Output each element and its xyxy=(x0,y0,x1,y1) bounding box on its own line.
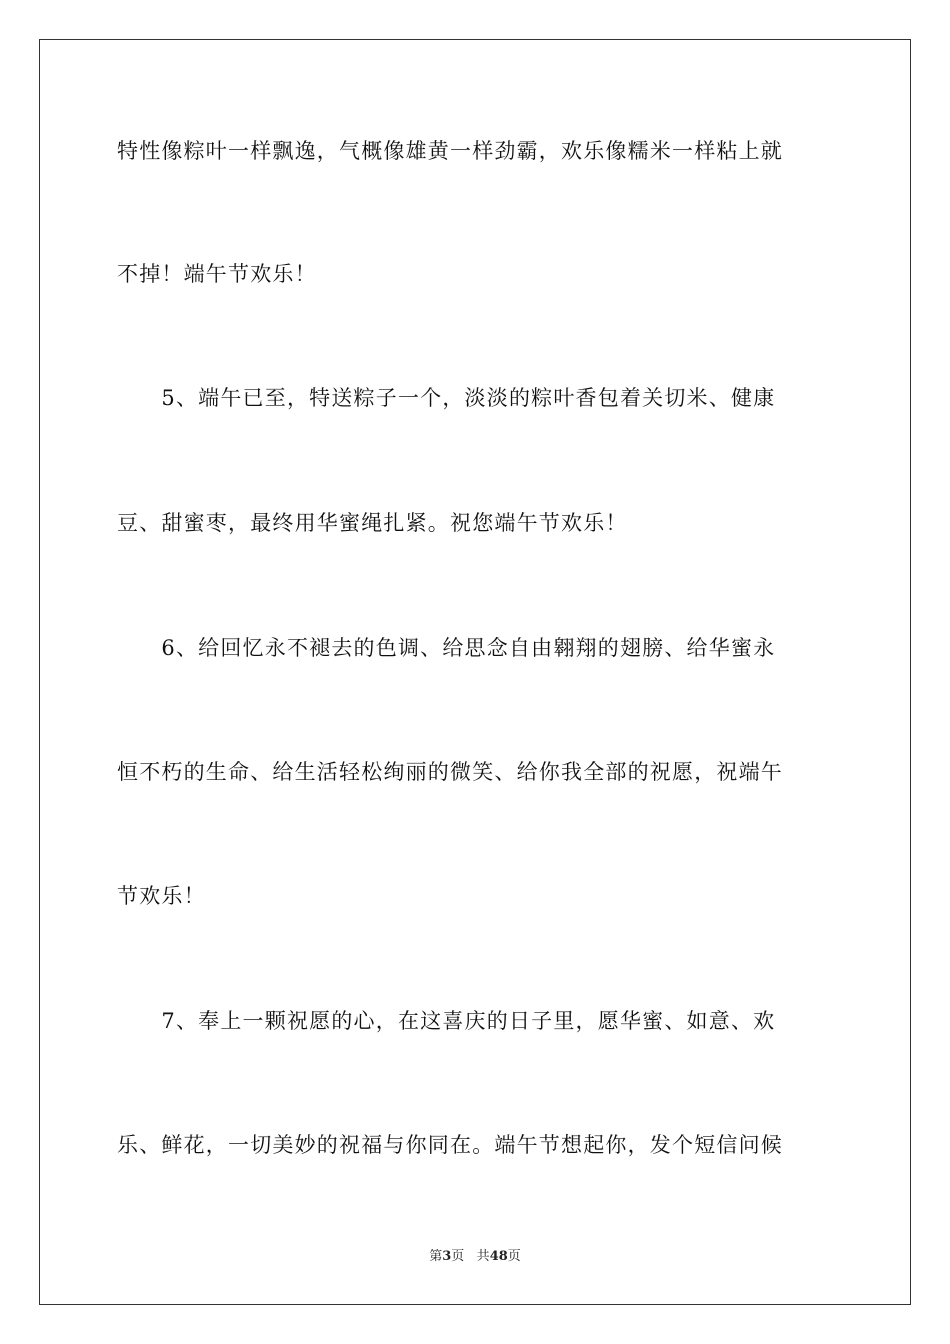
page-frame xyxy=(39,39,911,1305)
text-line-3: 5、端午已至，特送粽子一个，淡淡的粽叶香包着关切米、健康 xyxy=(117,386,776,410)
text-line-6: 恒不朽的生命、给生活轻松绚丽的微笑、给你我全部的祝愿，祝端午 xyxy=(117,760,783,784)
footer-page-number: 3 xyxy=(442,1249,452,1264)
footer-total-pages: 48 xyxy=(489,1249,508,1264)
text-line-9: 乐、鲜花，一切美妙的祝福与你同在。端午节想起你，发个短信问候 xyxy=(117,1133,783,1157)
text-line-1: 特性像粽叶一样飘逸，气概像雄黄一样劲霸，欢乐像糯米一样粘上就 xyxy=(117,139,783,163)
text-line-2: 不掉！端午节欢乐！ xyxy=(117,262,317,286)
text-line-8: 7、奉上一颗祝愿的心，在这喜庆的日子里，愿华蜜、如意、欢 xyxy=(117,1009,776,1033)
text-line-4: 豆、甜蜜枣，最终用华蜜绳扎紧。祝您端午节欢乐！ xyxy=(117,511,628,535)
footer-page-suffix: 页 xyxy=(451,1249,465,1264)
text-line-7: 节欢乐！ xyxy=(117,884,206,908)
footer-page-prefix: 第 xyxy=(429,1249,443,1264)
text-line-5: 6、给回忆永不褪去的色调、给思念自由翱翔的翅膀、给华蜜永 xyxy=(117,636,776,660)
footer-total-prefix: 共 xyxy=(476,1249,490,1264)
footer-total-suffix: 页 xyxy=(507,1249,521,1264)
page-footer xyxy=(0,1248,950,1266)
